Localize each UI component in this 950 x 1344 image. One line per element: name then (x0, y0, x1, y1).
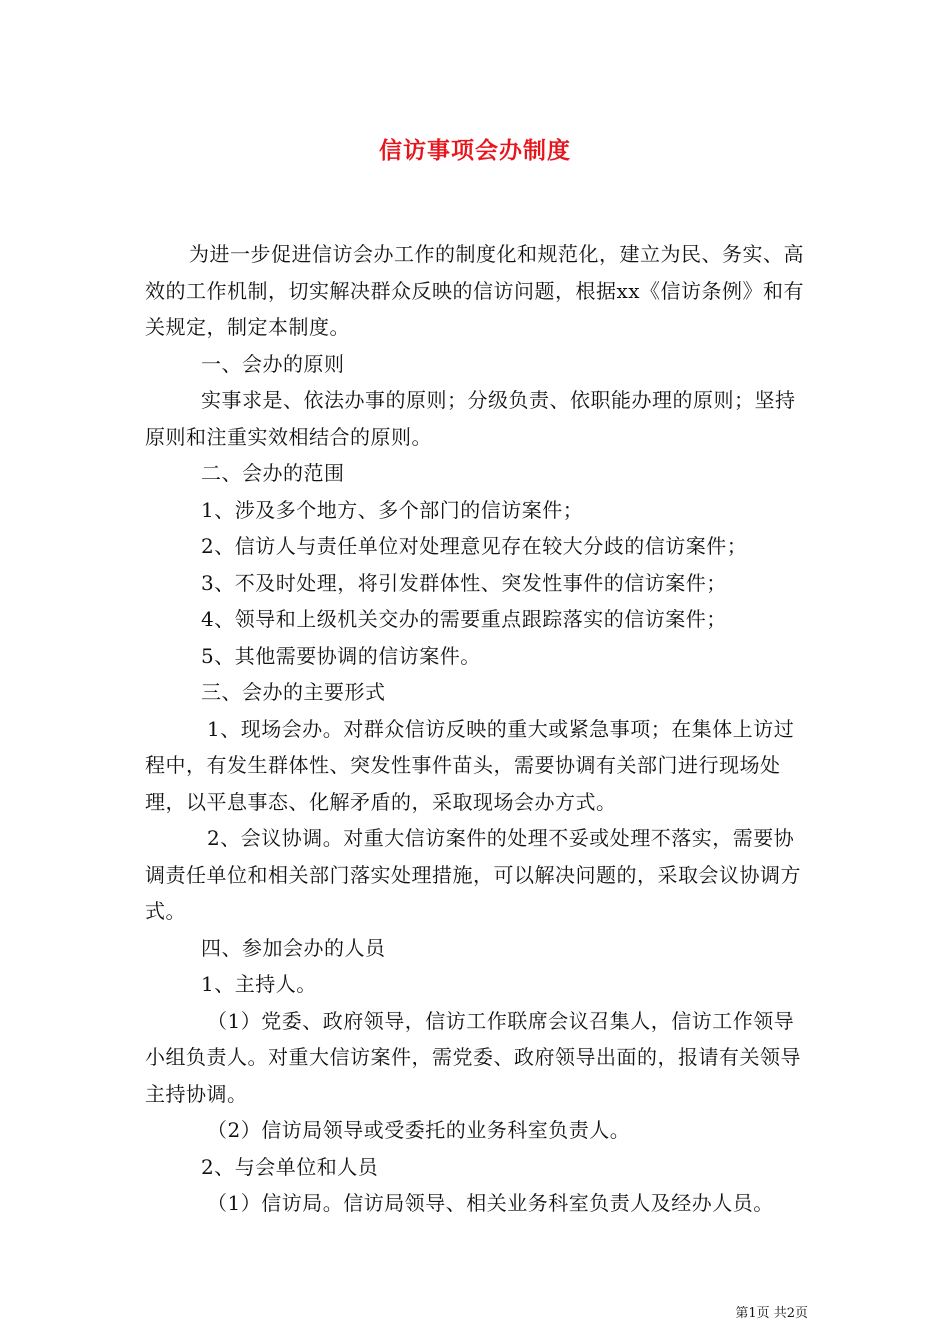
section-heading: 一、会办的原则 (201, 351, 345, 376)
paragraph: 实事求是、依法办事的原则；分级负责、依职能办理的原则；坚持原则和注重实效相结合的原则。 (145, 388, 796, 449)
paragraph: （2）信访局领导或受委托的业务科室负责人。 (207, 1118, 631, 1142)
paragraph: （1）党委、政府领导，信访工作联席会议召集人，信访工作领导小组负责人。对重大信访案件，需党委、政府领导出面的，报请有关领导主持协调。 (145, 1008, 801, 1106)
page-number: 第1页 共2页 (735, 1306, 808, 1321)
section-heading: 二、会办的范围 (201, 461, 345, 485)
list-item: 2、信访人与责任单位对处理意见存在较大分歧的信访案件； (201, 534, 748, 558)
list-item: 4、领导和上级机关交办的需要重点跟踪落实的信访案件； (201, 607, 727, 631)
list-item: 3、不及时处理，将引发群体性、突发性事件的信访案件； (201, 570, 727, 595)
list-item: 2、与会单位和人员 (201, 1154, 379, 1179)
list-item: 1、主持人。 (201, 972, 317, 996)
intro-paragraph: 为进一步促进信访会办工作的制度化和规范化，建立为民、务实、高效的工作机制，切实解决群众反映的信访问题，根据xx《信访条例》和有关规定，制定本制度。 (145, 242, 805, 339)
section-heading: 四、参加会办的人员 (201, 935, 386, 960)
section-heading: 三、会办的主要形式 (201, 680, 386, 704)
list-item: 1、涉及多个地方、多个部门的信访案件； (201, 497, 584, 522)
list-item: 5、其他需要协调的信访案件。 (201, 643, 481, 668)
paragraph: （1）信访局。信访局领导、相关业务科室负责人及经办人员。 (207, 1191, 774, 1215)
paragraph: 2、会议协调。对重大信访案件的处理不妥或处理不落实，需要协调责任单位和相关部门落实处理措施，可以解决问题的，采取会议协调方式。 (145, 826, 801, 923)
document-title: 信访事项会办制度 (379, 137, 571, 164)
document-body (145, 236, 810, 1222)
paragraph: 1、现场会办。对群众信访反映的重大或紧急事项；在集体上访过程中，有发生群体性、突发性事件苗头，需要协调有关部门进行现场处理，以平息事态、化解矛盾的，采取现场会办方式。 (145, 716, 795, 814)
